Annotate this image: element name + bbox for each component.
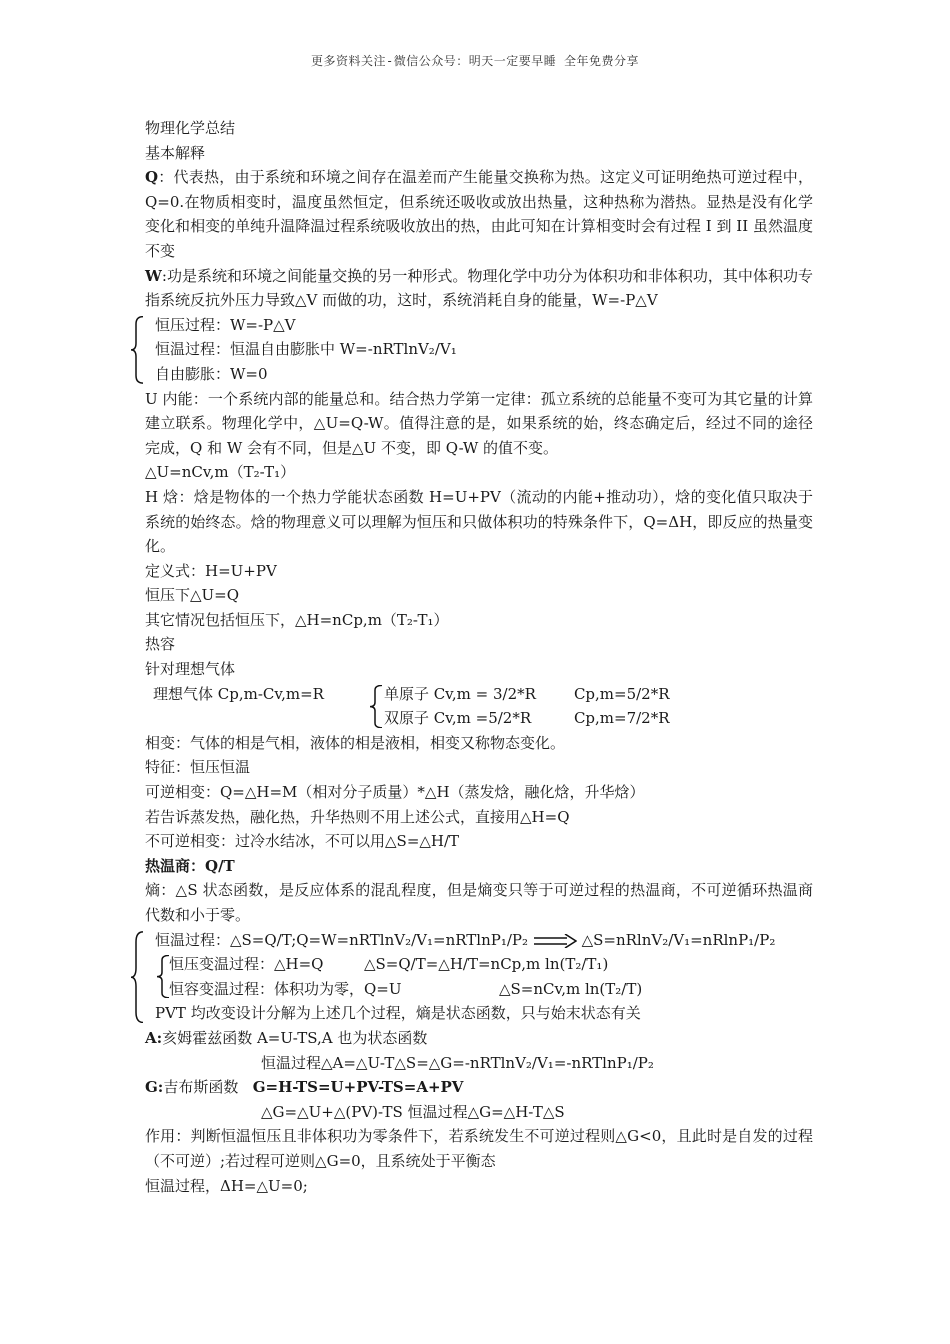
h-constant-pressure: 恒压下△U=Q — [145, 586, 240, 605]
q-paragraph — [145, 165, 813, 263]
heat-capacity-ideal: 针对理想气体 — [145, 660, 236, 679]
entropy-isothermal-left: 恒温过程：△S=Q/T;Q=W=nRTlnV₂/V₁=nRTlnP₁/P₂ — [155, 930, 528, 949]
entropy-subcases — [155, 952, 813, 1001]
g-definition: G=H-TS=U+PV-TS=A+PV — [252, 1078, 464, 1097]
entropy-cases — [145, 928, 813, 1026]
diatomic-cv: 双原子 Cv,m =5/2*R — [383, 709, 532, 728]
u-paragraph: U 内能：一个系统内部的能量总和。结合热力学第一定律：孤立系统的总能量不变可为其它量的计算建立联系。物理化学中，△U=Q-W。值得注意的是，如果系统的始，终态确定后，经过不同的途径完成，Q 和 W 会有不同，但是△U 不变，即 Q-W 的值不变。 — [145, 389, 813, 457]
entropy-paragraph: 熵：△S 状态函数，是反应体系的混乱程度，但是熵变只等于可逆过程的热温商，不可逆循环热温商代数和小于零。 — [145, 881, 813, 924]
heat-quotient: 热温商：Q/T — [145, 856, 235, 875]
a-isothermal: 恒温过程△A=△U-T△S=△G=-nRTlnV₂/V₁=-nRTlnP₁/P₂ — [261, 1053, 654, 1072]
left-brace-icon — [370, 685, 384, 728]
phase-note: 若告诉蒸发热，融化热，升华热则不用上述公式，直接用△H=Q — [145, 807, 570, 826]
work-case-isothermal: 恒温过程：恒温自由膨胀中 W=-nRTlnV₂/V₁ — [155, 340, 457, 359]
a-label: A: — [145, 1028, 163, 1047]
entropy-isochoric-right: △S=nCv,m ln(T₂/T) — [499, 979, 643, 998]
entropy-isobaric-right: △S=Q/T=△H/T=nCp,m ln(T₂/T₁) — [364, 955, 609, 974]
phase-change: 相变：气体的相是气相，液体的相是液相，相变又称物态变化。 — [145, 733, 566, 752]
monatomic-cv: 单原子 Cv,m = 3/2*R — [383, 684, 536, 703]
double-arrow-icon — [533, 934, 577, 948]
entropy-pvt: PVT 均改变设计分解为上述几个过程，熵是状态函数，只与始末状态有关 — [155, 1004, 641, 1023]
left-brace-icon — [131, 316, 145, 384]
g-usage: 作用：判断恒温恒压且非体积功为零条件下，若系统发生不可逆过程则△G<0，且此时是自发的过程（不可逆）;若过程可逆则△G=0，且系统处于平衡态 — [145, 1127, 813, 1170]
h-other: 其它情况包括恒压下，△H=nCp,m（T₂-T₁） — [145, 610, 449, 629]
work-case-isobaric: 恒压过程：W=-P△V — [155, 315, 296, 334]
a-line — [145, 1026, 813, 1051]
work-case-free-expansion: 自由膨胀：W=0 — [155, 364, 268, 383]
g-delta: △G=△U+△(PV)-TS 恒温过程△G=△H-T△S — [261, 1102, 565, 1121]
u-formula: △U=nCv,m（T₂-T₁） — [145, 463, 296, 482]
phase-reversible: 可逆相变：Q=△H=M（相对分子质量）*△H（蒸发焓，融化焓，升华焓） — [145, 783, 645, 802]
h-paragraph: H 焓：焓是物体的一个热力学能状态函数 H=U+PV（流动的内能+推动功），焓的变化值只取决于系统的始终态。焓的物理意义可以理解为恒压和只做体积功的特殊条件下，Q=ΔH，即反应的热量变化。 — [145, 487, 813, 556]
diatomic-cp: Cp,m=7/2*R — [573, 709, 670, 728]
a-text: 亥姆霍兹函数 A=U-TS,A 也为状态函数 — [162, 1028, 428, 1047]
heat-capacity-block — [145, 682, 813, 731]
q-text: ：代表热，由于系统和环境之间存在温差而产生能量交换称为热。这定义可证明绝热可逆过程中，Q=0.在物质相变时，温度虽然恒定，但系统还吸收或放出热量，这种热称为潜热。显热是没有化学变化和相变的单纯升温降温过程系统吸收放出的热，由此可知在计算相变时会有过程 I 到 II 虽然温度不变 — [145, 168, 813, 260]
w-label: W — [145, 266, 162, 285]
g-line — [145, 1075, 813, 1100]
doc-title: 物理化学总结 — [145, 119, 236, 137]
page-header: 更多资料关注-微信公众号：明天一定要早睡 全年免费分享 — [311, 54, 639, 68]
g-isothermal: 恒温过程，ΔH=△U=0; — [145, 1176, 308, 1195]
monatomic-cp: Cp,m=5/2*R — [573, 684, 670, 703]
left-brace-icon — [157, 955, 171, 998]
w-paragraph — [145, 264, 813, 313]
q-label: Q — [145, 168, 159, 187]
phase-irreversible: 不可逆相变：过冷水结冰，不可以用△S=△H/T — [145, 832, 460, 851]
entropy-isobaric-left: 恒压变温过程：△H=Q — [169, 955, 324, 974]
heat-capacity-cases — [370, 682, 670, 731]
heat-capacity-title: 热容 — [145, 635, 176, 654]
entropy-isothermal-right: △S=nRlnV₂/V₁=nRlnP₁/P₂ — [581, 930, 776, 949]
g-label: G: — [145, 1078, 164, 1097]
w-text: :功是系统和环境之间能量交换的另一种形式。物理化学中功分为体积功和非体积功，其中体积功专指系统反抗外压力导致△V 而做的功，这时，系统消耗自身的能量，W=-P△V — [145, 266, 813, 310]
phase-feature: 特征：恒压恒温 — [145, 758, 251, 777]
left-brace-icon — [131, 931, 145, 1023]
cp-cv-relation: 理想气体 Cp,m-Cv,m=R — [153, 684, 324, 703]
entropy-isothermal — [155, 928, 813, 953]
work-cases — [145, 313, 813, 387]
h-definition: 定义式：H=U+PV — [145, 561, 277, 580]
g-name: 吉布斯函数 — [163, 1078, 239, 1097]
doc-subtitle: 基本解释 — [145, 143, 206, 162]
document-body — [145, 116, 813, 1198]
entropy-isochoric-left: 恒容变温过程：体积功为零，Q=U — [169, 979, 402, 998]
